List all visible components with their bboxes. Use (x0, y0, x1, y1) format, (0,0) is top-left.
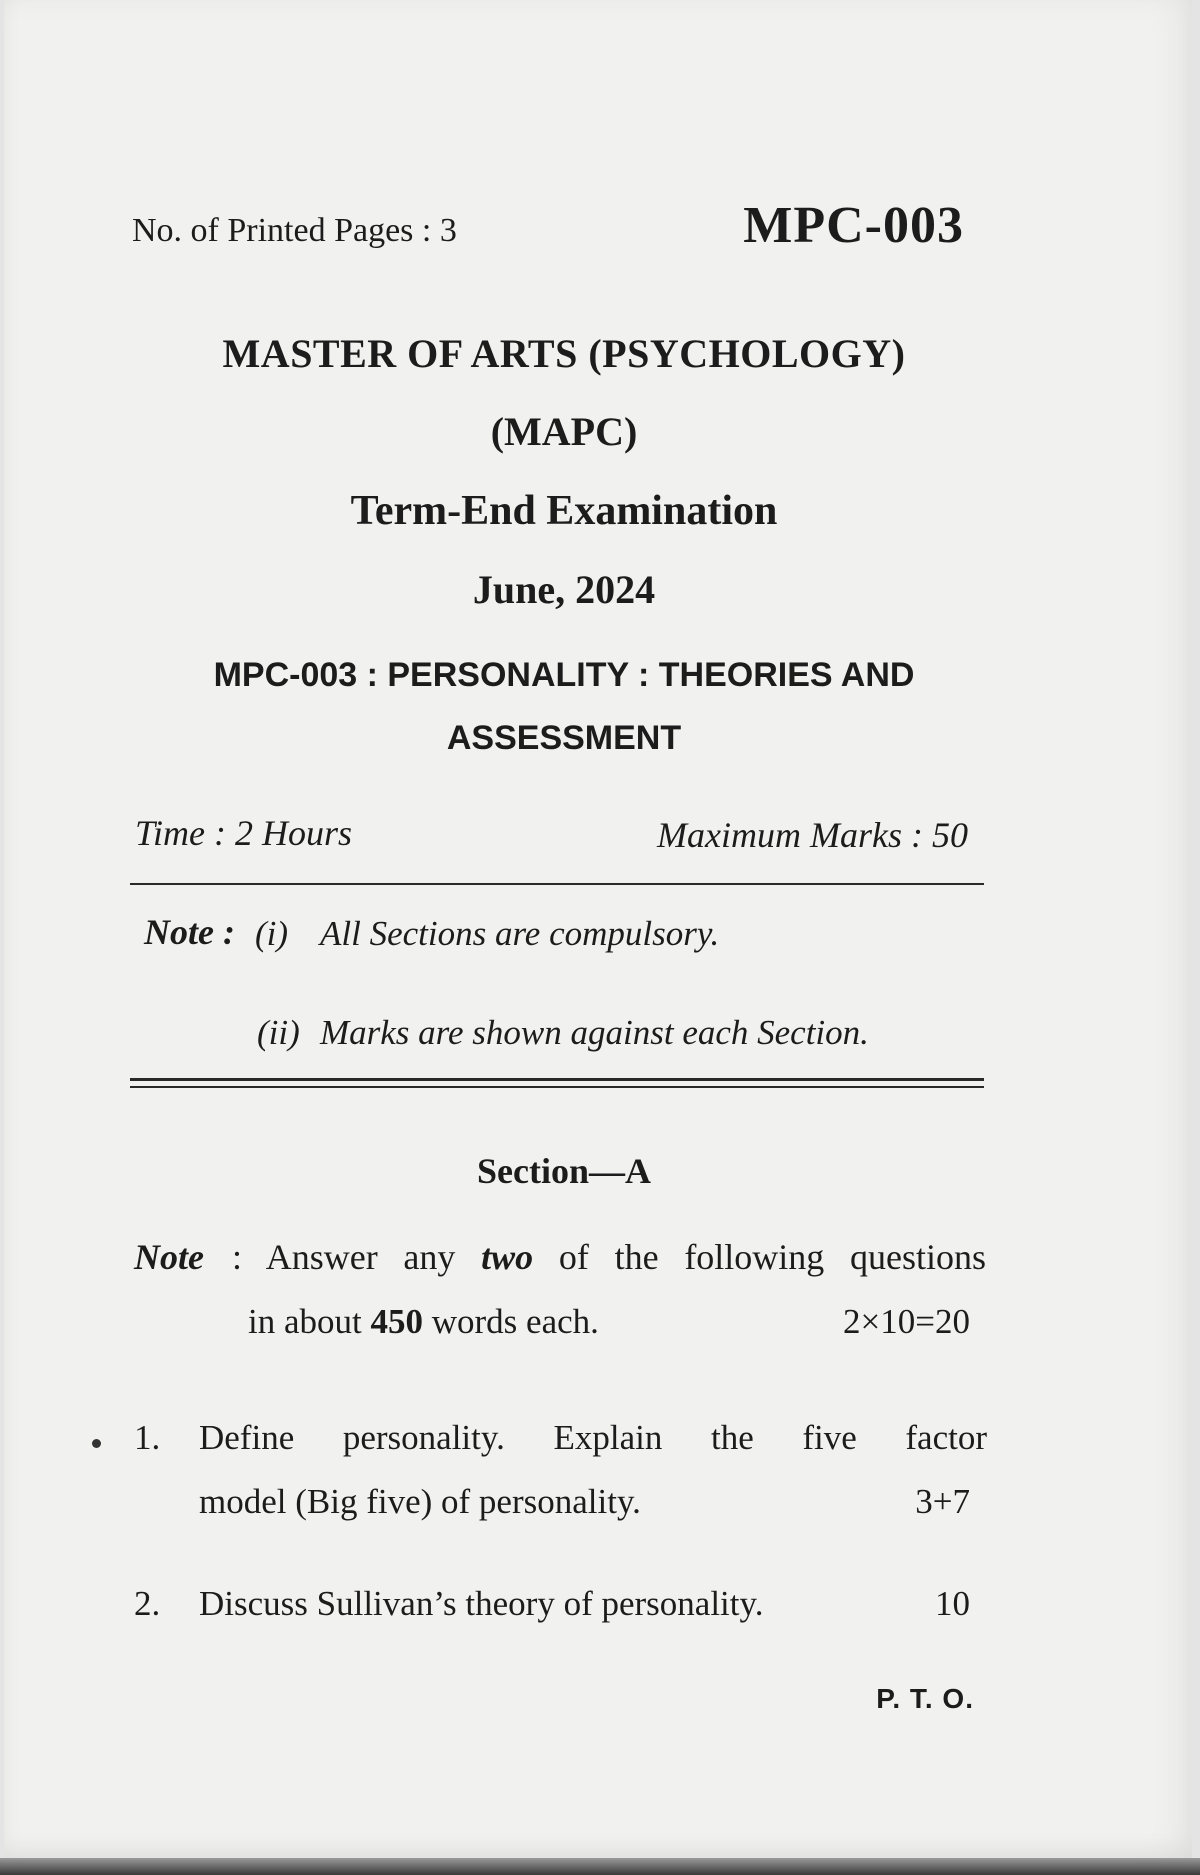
question-2-text: Discuss Sullivan’s theory of personality. (199, 1584, 764, 1623)
note-label: Note : (144, 912, 235, 952)
section-note-line1: : Answer any two of the following questions (232, 1237, 987, 1277)
divider-line (130, 883, 984, 885)
question-1-line1: Define personality. Explain the five factor (199, 1418, 987, 1457)
paper-code: MPC-003 (743, 197, 964, 254)
section-note-line2: in about 450 words each. (248, 1302, 599, 1341)
margin-mark (92, 1439, 101, 1448)
printed-pages: No. of Printed Pages : 3 (132, 212, 457, 249)
question-1-number: 1. (134, 1418, 161, 1457)
question-2-number: 2. (134, 1584, 161, 1623)
note-item1-text: All Sections are compulsory. (320, 914, 720, 953)
double-divider-top (130, 1078, 984, 1081)
note-item2-number: (ii) (257, 1013, 300, 1052)
exam-title: Term-End Examination (350, 488, 778, 534)
note-item2-text: Marks are shown against each Section. (320, 1013, 869, 1052)
question-2-marks: 10 (935, 1584, 970, 1623)
degree-title: MASTER OF ARTS (PSYCHOLOGY) (222, 331, 906, 376)
question-1-line2: model (Big five) of personality. (199, 1482, 641, 1521)
double-divider-bottom (130, 1086, 984, 1088)
table-edge (0, 1858, 1200, 1875)
section-note-label: Note (134, 1237, 204, 1277)
section-heading: Section—A (477, 1151, 651, 1191)
course-title-line1: MPC-003 : PERSONALITY : THEORIES AND (213, 656, 915, 694)
degree-abbreviation: (MAPC) (490, 409, 638, 454)
exam-paper (4, 0, 1192, 1860)
section-marks: 2×10=20 (843, 1302, 970, 1341)
please-turn-over: P. T. O. (876, 1683, 974, 1714)
note-item1-number: (i) (255, 914, 289, 953)
exam-date: June, 2024 (472, 567, 656, 612)
maximum-marks: Maximum Marks : 50 (657, 815, 968, 855)
exam-time: Time : 2 Hours (135, 813, 353, 853)
course-title-line2: ASSESSMENT (446, 719, 682, 757)
question-1-marks: 3+7 (915, 1482, 970, 1521)
